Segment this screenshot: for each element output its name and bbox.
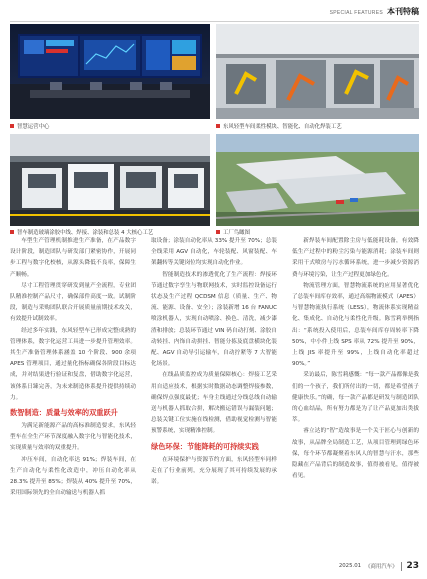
paragraph: 车型生产管理机制推进生产准备，在产品数字设计阶段，制造团队与研发部门紧密协作，开展同步工程与数字化校核，从源头降低不良率，保障生产顺畅。 [10,238,136,278]
paragraph: 物流管理方面，智慧物流系统的应用显著优化了总装车间库存效率，通过高端物流模式（APES）与智慧物流执行系统（LESS），物流体系实现精益化、集成化、自动化与柔性化升级。陈雪莉举例指出：“系统投入使用后，总装车间库存周转率下降 50%，中小件上线 SPS 率从 72% 提升至 90%，上线 JIS 率提升至 99%，上线自动化率超过 90%。” [292,282,419,368]
photo-operation-center [10,24,210,119]
photo-assembly-line [10,134,210,226]
caption-marker-icon [10,230,14,234]
paragraph: 在线品质监控成为质量保障核心：焊接工艺采用自适应技术，根据实时数据动态调整焊接参数，确保焊点强度最优；车身主线通过分线总线自动输送与机器人抓取合拼，解决搬运错误与漏装问题；总装关键工位实施在线检测，借助视觉检测与智能预警系统，实现精准控制。 [151,372,277,435]
caption-marker-icon [216,124,220,128]
paragraph: 睿立达的“智”造故事是一个关于匠心与创新的故事，从品牌全局制造工艺，从项目管理到绿色环保，每个环节都凝聚着东风人的智慧与汗水，那些隐藏在产品背后的制造故事，值得被看见，值得被看见。 [292,428,419,480]
page-header [330,6,419,20]
text-column-1 [10,236,136,534]
paragraph: 新焊装车间配置除尘房与低能耗设备，有效降低生产过程中的粉尘污染与能源消耗；涂装车间则采用干式喷房与污水循环系统，进一步减少资源消费与环境污染，让生产过程更加绿色化。 [292,238,419,278]
section-label-en: SPECIAL FEATURES [329,10,383,16]
caption-factory-aerial: 工厂鸟瞰图 [216,228,250,236]
header-divider [10,21,419,22]
caption-marker-icon [10,124,14,128]
paragraph: 尽寸工程管理贯穿研发到量产全流程，专业团队精准控制产品尺寸，确保部件高度一致。试制阶段，制造与采购团队联合开展质量前期技术攻关，有效提升试制效率。 [10,282,136,323]
photo-factory-aerial [216,134,419,226]
section-label-cn: 本刊特稿 [387,7,419,16]
caption-assembly-line: 智车制造玻璃涂胶中线、焊接、涂装和总装 4 大核心工艺 [10,228,153,236]
page-number: 23 [406,561,419,571]
paragraph: 冲压车间，自动化率达 91%；焊装车间，在生产自动化与柔性化改造中，冲压自动化率从 28.3% 提升至 85%；焊装从 40% 提升至 70%，采用国际领先的全自动输送与机器人抓 [10,456,136,497]
footer-divider [401,562,402,571]
section-heading: 绿色环保：节能降耗的可持续实践 [151,441,259,451]
paragraph: 取设备；涂装自动化率从 33% 提升至 70%；总装全线采用 AGV 自动化，车轮装配、风窗装配、车架翻转等关键岗位均实现自动化作业。 [151,238,277,267]
paragraph: 经过多年实践，东风轻型车已形成完整成熟的管理体系，数字化运营工具进一步提升管理效率。其生产准备管理体系涵盖 10 个阶段、900 余项 APES 管理项目，通过量化指标确保各阶段目标达成，并对结果进行验证和复盘，借助数字化运营，该体系日臻完善，为未来制造体系提升提供持续动力。 [10,327,136,401]
paragraph: 为满足新能源产品的高标准制造要求，东风轻型车在全生产环节深度融入数字化与智能化技术，实现质量与效率的双重提升。 [10,423,136,452]
section-heading: 数智制造：质量与效率的双重跃升 [10,408,118,418]
magazine-name: 《商用汽车》 [365,564,398,570]
photo-welding-workshop [216,24,419,119]
paragraph: 在环境保护与资源节约方面，东风轻型车同样走在了行业前列，充分展现了其可持续发展的承诺。 [151,456,277,486]
paragraph: 采访最后，陈雪莉感慨：“每一款产品都像是我们的一个孩子，我们所付出的一切，都是希望孩子健康快乐。”的确，每一款产品都是研发与制造团队的心血结晶，所有努力都是为了让产品更加出类拔萃。 [292,372,419,424]
issue-date: 2025.01 [338,563,362,569]
paragraph: 智能制造技术的渗透优化了生产流程：焊接环节通过数字孪生与物联网技术，实时监控设备运行状态及生产过程 QCDSM 信息（质量、生产、物流、能源、设备、安全）；涂装新增 16 台 FANUC 喷涂机器人，实现自动喷涂、换色、清洗，减少漆渣和排放；总装环节通过 VIN 码自动打刻、涂胶自动转挂、内饰自动拼挂、智能分拣及底盘横块化装配、AGV 自动导引运输车，自动拧紧等 7 大智能化场景。 [151,271,277,368]
caption-welding-workshop: 东风轻型车间柔性模块、智能化、自动化焊装工艺 [216,122,342,130]
caption-operation-center: 智慧运营中心 [10,122,49,130]
page-footer [339,561,419,571]
text-column-3 [292,236,419,534]
text-column-2 [151,236,277,534]
caption-marker-icon [216,230,220,234]
